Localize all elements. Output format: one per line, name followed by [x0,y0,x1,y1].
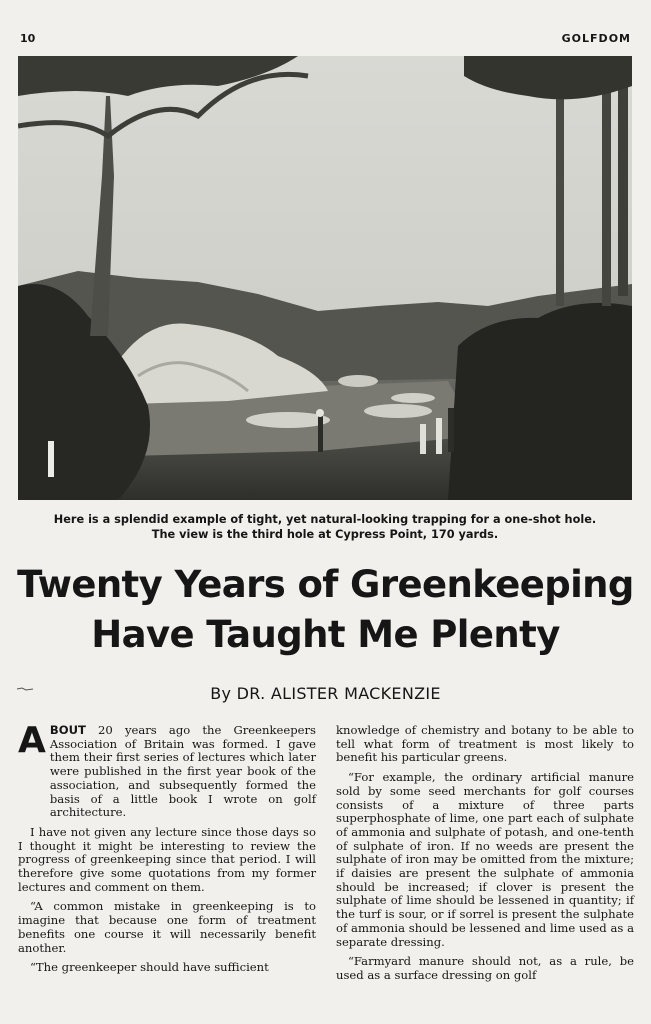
byline [0,684,651,703]
lead-word: BOUT [49,723,86,737]
drop-cap: A [18,720,46,761]
page-number: 10 [20,32,36,45]
title-line-1: Twenty Years of Greenkeeping [17,563,634,606]
byline-prefix: By [210,684,232,703]
caption-line-1: Here is a splendid example of tight, yet natural-looking trapping for a one-shot hole. [53,513,597,526]
caption-line-2: The view is the third hole at Cypress Point, 170 yards. [151,528,499,541]
publication-name: GOLFDOM [561,32,631,45]
article-column-left [18,720,317,981]
golf-course-photo [18,56,632,500]
paragraph: “The greenkeeper should have sufficient [30,960,269,975]
paragraph: knowledge of chemistry and botany to be able to tell what form of treatment is most likely to benefit his particular greens. [336,723,634,765]
article-column-right [336,724,634,989]
title-line-2: Have Taught Me Plenty [91,613,560,656]
author-name: DR. ALISTER MACKENZIE [236,684,441,703]
paragraph: I have not given any lecture since those days so I thought it might be interesting to review the progress of greenkeeping since that period. I will therefore give some quotations from my former lectures and comment on them. [18,824,316,894]
opening-paragraph [18,720,317,820]
photo-caption [14,512,636,542]
article-title [0,560,651,660]
paragraph: “For example, the ordinary artificial manure sold by some seed merchants for golf courses consists of a mixture of three parts superphosphate of lime, one part each of sulphate of ammonia and sulphate of potash, and one-tenth of sulphate of iron. If no weeds are present the sulphate of iron may be omitted from the mixture; if daisies are present the sulphate of ammonia should be increased; if clover is present the sulphate of lime should be lessened in quantity; if the turf is sour, or if sorrel is present the sulphate of ammonia should be lessened and lime used as a separate dressing. [336,770,634,949]
paragraph: “Farmyard manure should not, as a rule, be used as a surface dressing on golf [336,954,634,982]
paragraph: “A common mistake in greenkeeping is to imagine that because one form of treatment benefits one course it will necessarily benefit another. [18,899,316,955]
paragraph-text: 20 years ago the Greenkeepers Association of Britain was formed. I gave them their first series of lectures which later were published in the first year book of the association, and subsequently formed the basis of a little book I wrote on golf architecture. [49,723,317,820]
